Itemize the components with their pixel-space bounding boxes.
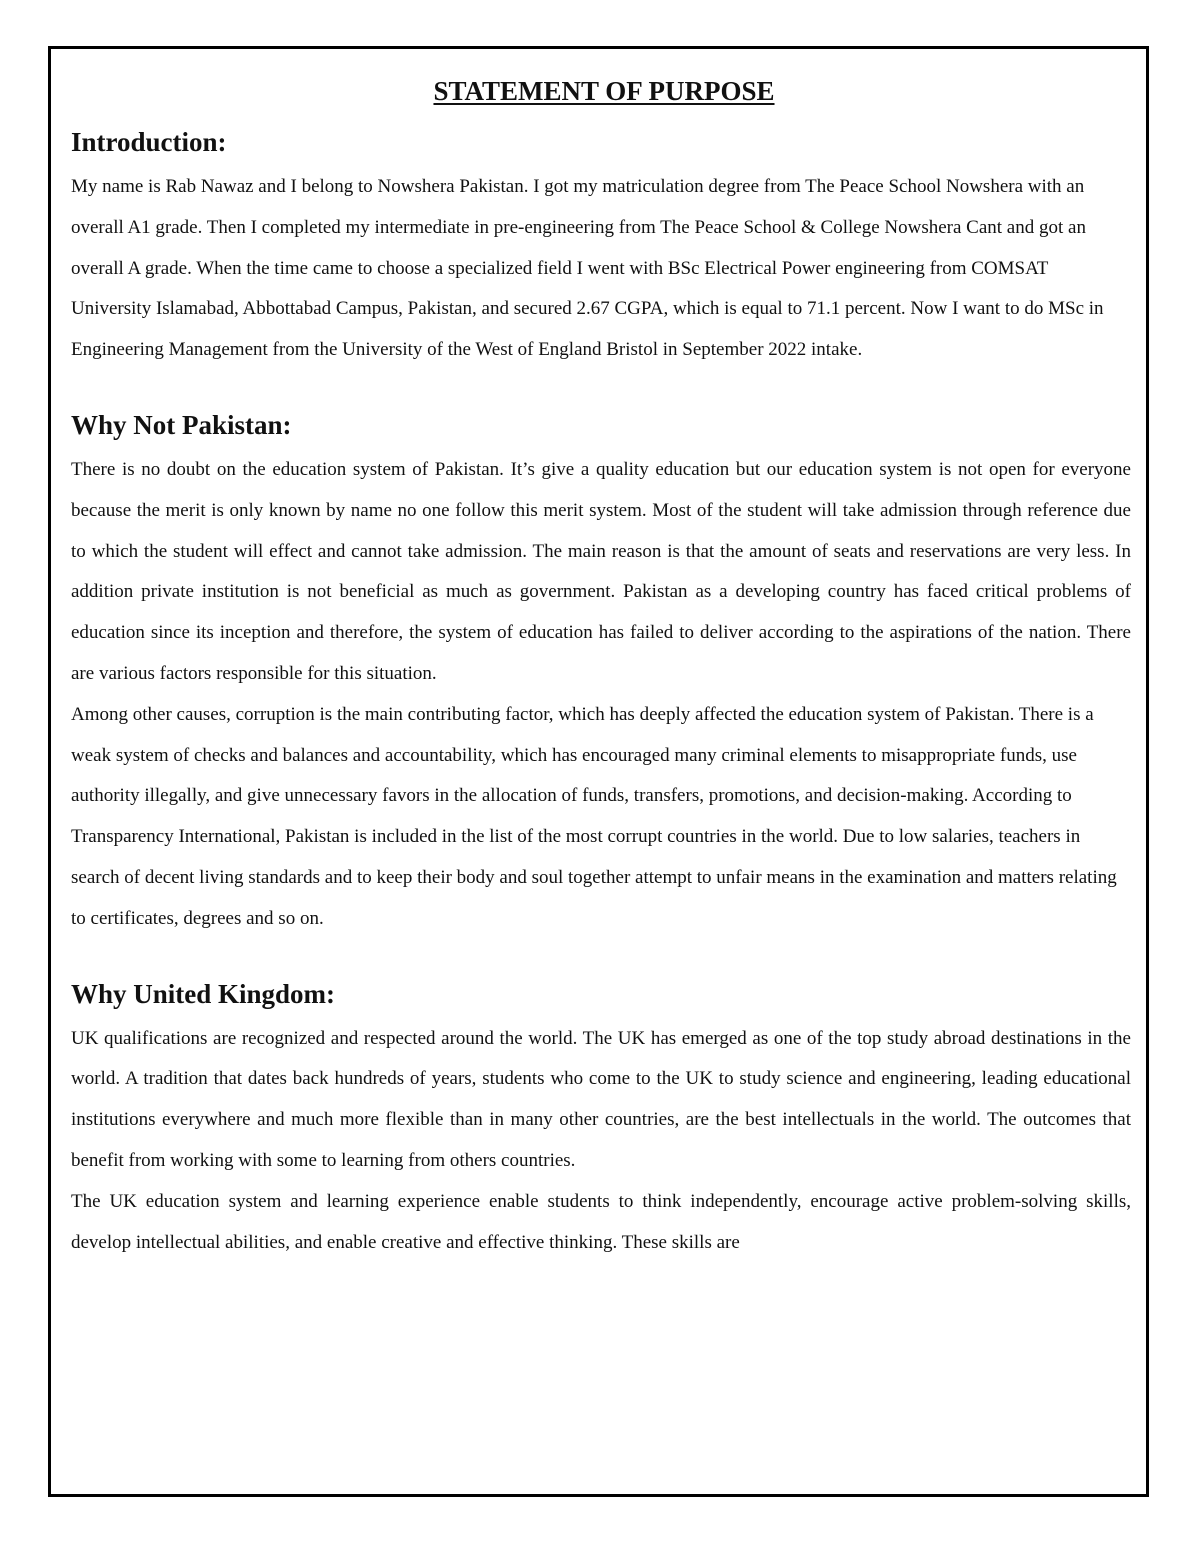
paragraph-introduction: My name is Rab Nawaz and I belong to Nowshera Pakistan. I got my matriculation degree from The Peace School Nowshera with an overall A1 grade. Then I completed my intermediate in pre-engineering from The Peace School & College Nowshera Cant and got an overall A grade. When the time came to choose a specialized field I went with BSc Electrical Power engineering from COMSAT University Islamabad, Abbottabad Campus, Pakistan, and secured 2.67 CGPA, which is equal to 71.1 percent. Now I want to do MSc in Engineering Management from the University of the West of England Bristol in September 2022 intake. (71, 176, 1104, 361)
paragraph-why-not-pakistan-2: Among other causes, corruption is the main contributing factor, which has deeply affected the education system of Pakistan. There is a weak system of checks and balances and accountability, which has encouraged many criminal elements to misappropriate funds, use authority illegally, and give unnecessary favors in the allocation of funds, transfers, promotions, and decision-making. According to Transparency International, Pakistan is included in the list of the most corrupt countries in the world. Due to low salaries, teachers in search of decent living standards and to keep their body and soul together attempt to unfair means in the examination and matters relating to certificates, degrees and so on. (71, 703, 1117, 929)
section-heading-why-not-pakistan: Why Not Pakistan: (71, 409, 292, 440)
section-heading-why-united-kingdom: Why United Kingdom: (71, 978, 336, 1009)
section-introduction (71, 122, 1131, 371)
paragraph-why-united-kingdom-2: The UK education system and learning experience enable students to think independently, encourage active problem-solving skills, develop intellectual abilities, and enable creative and effective thinking. These skills are (71, 1190, 1131, 1253)
document-body (71, 72, 1131, 1263)
document-title: STATEMENT OF PURPOSE (433, 76, 775, 106)
section-why-united-kingdom (71, 974, 1131, 1264)
section-heading-introduction: Introduction: (71, 127, 227, 157)
paragraph-why-united-kingdom-1: UK qualifications are recognized and respected around the world. The UK has emerged as one of the top study abroad destinations in the world. A tradition that dates back hundreds of years, students who come to the UK to study science and engineering, leading educational institutions everywhere and much more flexible than in many other countries, are the best intellectuals in the world. The outcomes that benefit from working with some to learning from others countries. (71, 1027, 1131, 1171)
paragraph-why-not-pakistan-1: There is no doubt on the education system of Pakistan. It’s give a quality education but our education system is not open for everyone because the merit is only known by name no one follow this merit system. Most of the student will take admission through reference due to which the student will effect and cannot take admission. The main reason is that the amount of seats and reservations are very less. In addition private institution is not beneficial as much as government. Pakistan as a developing country has faced critical problems of education since its inception and therefore, the system of education has failed to deliver according to the aspirations of the nation. There are various factors responsible for this situation. (71, 458, 1131, 684)
section-why-not-pakistan (71, 405, 1131, 940)
